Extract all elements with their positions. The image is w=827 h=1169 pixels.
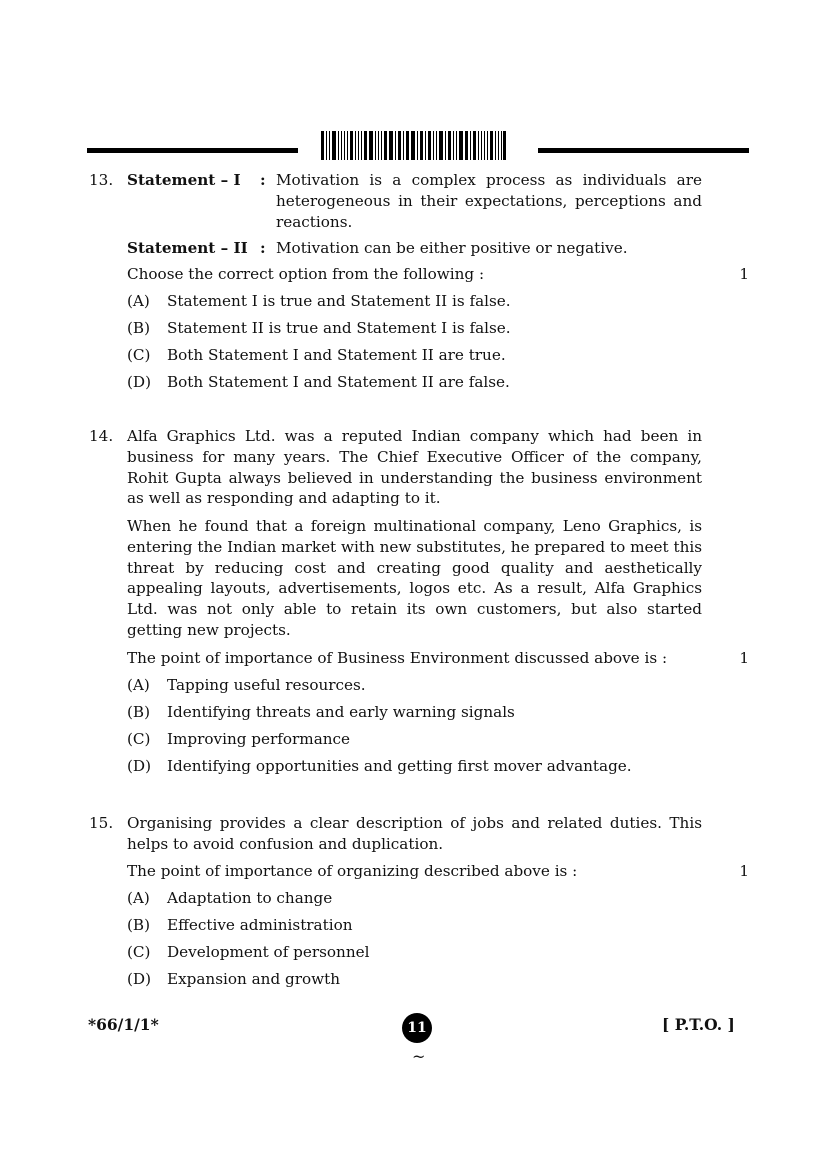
option-text: Adaptation to change <box>167 889 333 907</box>
option-d <box>127 756 702 783</box>
option-text: Statement I is true and Statement II is false. <box>167 292 511 310</box>
option-letter: (D) <box>127 757 152 775</box>
case-paragraph-2: When he found that a foreign multinational company, Leno Graphics, is entering the Indian market with new substitutes, he prepared to meet this threat by reducing cost and creating good quality and aesthetically appealing layouts, advertisements, logos etc. As a result, Alfa Graphics Ltd. was not only able to retain its own customers, but also started getting new projects. <box>127 517 702 639</box>
option-letter: (B) <box>127 916 151 934</box>
option-letter: (B) <box>127 319 151 337</box>
question-prompt <box>127 264 749 291</box>
tilde-mark: ~ <box>412 1047 426 1066</box>
marks: 1 <box>739 649 749 667</box>
question-number: 13. <box>89 171 114 189</box>
option-text: Improving performance <box>167 730 351 748</box>
option-text: Statement II is true and Statement I is false. <box>167 319 511 337</box>
statement-label: Statement – II <box>127 239 248 257</box>
header-rule-left <box>87 148 298 153</box>
statement-colon: : <box>260 171 266 189</box>
option-letter: (C) <box>127 346 151 364</box>
header-rule-right <box>538 148 749 153</box>
prompt-text: The point of importance of Business Environment discussed above is : <box>127 649 668 667</box>
option-c <box>127 729 702 756</box>
option-a <box>127 675 702 702</box>
option-d <box>127 969 702 996</box>
option-text: Identifying threats and early warning signals <box>167 703 515 721</box>
option-letter: (B) <box>127 703 151 721</box>
option-a <box>127 888 702 915</box>
statement-colon: : <box>260 239 266 257</box>
question-number: 15. <box>89 814 114 832</box>
option-letter: (D) <box>127 970 152 988</box>
option-text: Identifying opportunities and getting first mover advantage. <box>167 757 632 775</box>
case-paragraph-1: Alfa Graphics Ltd. was a reputed Indian company which had been in business for many years. The Chief Executive Officer of the company, Rohit Gupta always believed in understanding the business environment as well as responding and adapting to it. <box>127 427 702 508</box>
marks: 1 <box>739 265 749 283</box>
option-letter: (D) <box>127 373 152 391</box>
question-paragraph: Organising provides a clear description of jobs and related duties. This helps to avoid confusion and duplication. <box>127 814 702 853</box>
option-text: Both Statement I and Statement II are true. <box>167 346 506 364</box>
option-b <box>127 915 702 942</box>
option-d <box>127 372 702 399</box>
marks: 1 <box>739 862 749 880</box>
statement-text: Motivation can be either positive or negative. <box>276 239 628 257</box>
prompt-text: The point of importance of organizing described above is : <box>127 862 578 880</box>
option-text: Expansion and growth <box>167 970 341 988</box>
option-letter: (A) <box>127 889 150 907</box>
option-b <box>127 318 702 345</box>
question-prompt <box>127 648 749 675</box>
option-letter: (C) <box>127 730 151 748</box>
barcode-icon <box>321 131 506 160</box>
option-letter: (A) <box>127 292 150 310</box>
question-number: 14. <box>89 427 114 445</box>
statement-1 <box>127 170 702 232</box>
option-text: Effective administration <box>167 916 353 934</box>
option-c <box>127 942 702 969</box>
prompt-text: Choose the correct option from the following : <box>127 265 485 283</box>
paper-code: *66/1/1* <box>88 1015 159 1034</box>
statement-label: Statement – I <box>127 171 241 189</box>
question-prompt <box>127 861 749 888</box>
option-text: Development of personnel <box>167 943 370 961</box>
option-letter: (A) <box>127 676 150 694</box>
page-number-badge: 11 <box>402 1013 432 1043</box>
please-turn-over: [ P.T.O. ] <box>662 1015 735 1034</box>
statement-text: Motivation is a complex process as individuals are heterogeneous in their expectations, perceptions and reactions. <box>276 171 702 231</box>
statement-2 <box>127 238 702 264</box>
option-text: Both Statement I and Statement II are false. <box>167 373 510 391</box>
option-c <box>127 345 702 372</box>
option-text: Tapping useful resources. <box>167 676 366 694</box>
option-b <box>127 702 702 729</box>
option-a <box>127 291 702 318</box>
option-letter: (C) <box>127 943 151 961</box>
